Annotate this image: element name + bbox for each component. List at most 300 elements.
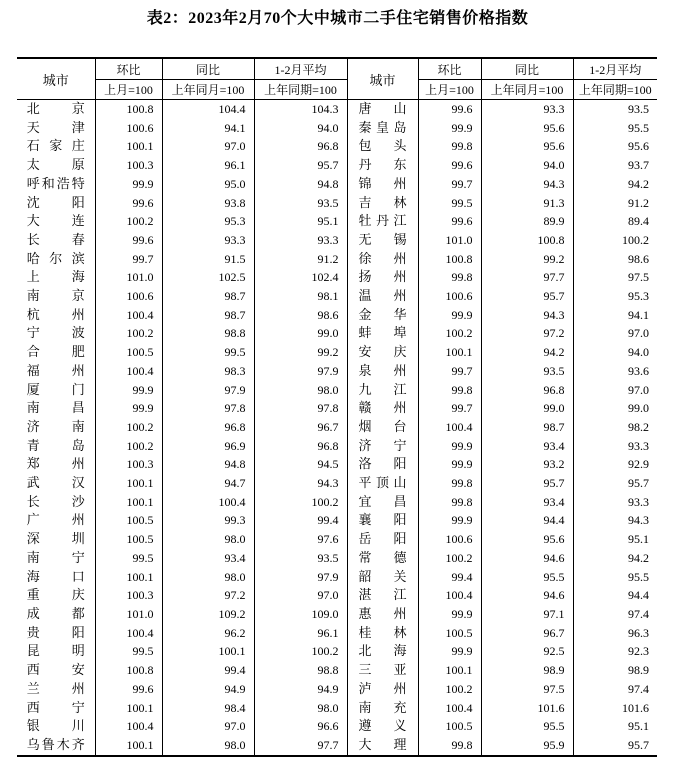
mom-value-left: 100.4 [95, 306, 162, 325]
city-cell-left [17, 605, 95, 624]
subheader-yoy-right: 上年同月=100 [481, 80, 573, 100]
page-title: 表2：2023年2月70个大中城市二手住宅销售价格指数 [146, 10, 529, 27]
table-row [17, 324, 657, 343]
table-row [17, 568, 657, 587]
city-name-left: 南昌 [26, 400, 85, 416]
city-cell-left [17, 343, 95, 362]
city-name-left: 天津 [26, 119, 85, 135]
avg-value-left: 97.6 [254, 530, 347, 549]
avg-value-left: 109.0 [254, 605, 347, 624]
yoy-value-right: 101.6 [481, 699, 573, 718]
city-cell-left [17, 399, 95, 418]
mom-value-left: 99.6 [95, 231, 162, 250]
yoy-value-left: 96.1 [162, 156, 254, 175]
city-name-left: 长沙 [26, 493, 85, 509]
avg-value-left: 93.3 [254, 231, 347, 250]
city-name-left: 哈尔滨 [26, 250, 85, 266]
table-row [17, 399, 657, 418]
avg-value-left: 96.7 [254, 418, 347, 437]
avg-value-left: 99.2 [254, 343, 347, 362]
city-name-left: 西安 [26, 662, 85, 678]
mom-value-left: 100.3 [95, 586, 162, 605]
yoy-value-left: 96.9 [162, 437, 254, 456]
city-cell-right [347, 399, 418, 418]
mom-value-left: 100.2 [95, 324, 162, 343]
table-row [17, 268, 657, 287]
mom-value-right: 100.5 [418, 624, 481, 643]
avg-value-left: 98.0 [254, 699, 347, 718]
table-row [17, 605, 657, 624]
yoy-value-right: 95.7 [481, 474, 573, 493]
city-cell-right [347, 175, 418, 194]
city-cell-right [347, 100, 418, 119]
yoy-value-left: 93.4 [162, 549, 254, 568]
city-cell-right [347, 119, 418, 138]
city-cell-right [347, 343, 418, 362]
city-name-left: 杭州 [26, 306, 85, 322]
avg-value-left: 96.1 [254, 624, 347, 643]
avg-value-left: 94.5 [254, 455, 347, 474]
yoy-value-right: 89.9 [481, 212, 573, 231]
mom-value-right: 99.6 [418, 100, 481, 119]
subheader-avg-left: 上年同期=100 [254, 80, 347, 100]
city-cell-left [17, 455, 95, 474]
city-name-left: 广州 [26, 512, 85, 528]
mom-value-left: 100.2 [95, 212, 162, 231]
city-name-right: 丹东 [358, 157, 407, 173]
city-name-right: 北海 [358, 643, 407, 659]
city-cell-left [17, 418, 95, 437]
mom-value-left: 100.3 [95, 455, 162, 474]
mom-value-right: 99.9 [418, 455, 481, 474]
yoy-value-left: 94.1 [162, 119, 254, 138]
yoy-value-right: 97.5 [481, 680, 573, 699]
avg-value-right: 94.2 [628, 550, 649, 565]
avg-value-left: 96.8 [254, 437, 347, 456]
city-name-right: 泸州 [358, 680, 407, 696]
city-name-left: 呼和浩特 [26, 175, 85, 191]
avg-value-right: 95.7 [628, 737, 649, 752]
table-row [17, 212, 657, 231]
table-row [17, 231, 657, 250]
subheader-avg-right: 上年同期=100 [573, 80, 657, 100]
city-cell-left [17, 137, 95, 156]
table-row [17, 624, 657, 643]
mom-value-left: 100.2 [95, 418, 162, 437]
city-cell-left [17, 175, 95, 194]
city-name-right: 烟台 [358, 418, 407, 434]
avg-value-right: 95.5 [628, 120, 649, 135]
table-row [17, 736, 657, 756]
yoy-value-left: 98.7 [162, 306, 254, 325]
city-name-left: 厦门 [26, 381, 85, 397]
yoy-value-left: 100.4 [162, 493, 254, 512]
yoy-value-right: 93.2 [481, 455, 573, 474]
city-cell-left [17, 568, 95, 587]
city-cell-right [347, 699, 418, 718]
yoy-value-right: 99.2 [481, 250, 573, 269]
city-cell-right [347, 268, 418, 287]
yoy-value-right: 100.8 [481, 231, 573, 250]
city-name-right: 包头 [358, 138, 407, 154]
mom-value-right: 99.9 [418, 642, 481, 661]
city-name-left: 成都 [26, 605, 85, 621]
mom-value-right: 99.4 [418, 568, 481, 587]
avg-value-left: 91.2 [254, 250, 347, 269]
city-cell-right [347, 306, 418, 325]
city-name-left: 兰州 [26, 680, 85, 696]
yoy-value-right: 98.7 [481, 418, 573, 437]
mom-value-right: 100.4 [418, 699, 481, 718]
avg-value-left: 98.1 [254, 287, 347, 306]
city-name-right: 赣州 [358, 400, 407, 416]
header-mom-right: 环比 [418, 58, 481, 80]
mom-value-left: 101.0 [95, 268, 162, 287]
city-cell-right [347, 474, 418, 493]
city-name-left: 乌鲁木齐 [26, 736, 85, 752]
mom-value-right: 100.2 [418, 680, 481, 699]
city-cell-left [17, 736, 95, 756]
mom-value-right: 99.9 [418, 119, 481, 138]
mom-value-right: 101.0 [418, 231, 481, 250]
mom-value-left: 100.5 [95, 511, 162, 530]
yoy-value-left: 98.7 [162, 287, 254, 306]
city-cell-left [17, 268, 95, 287]
yoy-value-right: 95.6 [481, 530, 573, 549]
subheader-mom-right: 上月=100 [418, 80, 481, 100]
avg-value-right: 100.2 [622, 232, 649, 247]
yoy-value-left: 97.2 [162, 586, 254, 605]
yoy-value-right: 95.9 [481, 736, 573, 756]
mom-value-left: 100.5 [95, 343, 162, 362]
city-name-right: 洛阳 [358, 456, 407, 472]
header-city-left: 城市 [17, 58, 95, 100]
table-row [17, 680, 657, 699]
city-cell-right [347, 362, 418, 381]
header-avg-right: 1-2月平均 [573, 58, 657, 80]
city-cell-right [347, 717, 418, 736]
yoy-value-right: 95.6 [481, 119, 573, 138]
city-cell-right [347, 250, 418, 269]
yoy-value-right: 94.3 [481, 175, 573, 194]
avg-value-right: 97.5 [628, 270, 649, 285]
yoy-value-left: 93.3 [162, 231, 254, 250]
avg-value-right: 93.3 [628, 438, 649, 453]
city-name-left: 北京 [26, 101, 85, 116]
yoy-value-right: 94.2 [481, 343, 573, 362]
city-name-left: 南宁 [26, 549, 85, 565]
avg-value-right: 97.4 [628, 606, 649, 621]
yoy-value-left: 104.4 [162, 100, 254, 119]
yoy-value-right: 95.5 [481, 717, 573, 736]
mom-value-left: 100.3 [95, 156, 162, 175]
city-cell-left [17, 437, 95, 456]
city-cell-right [347, 586, 418, 605]
table-row [17, 119, 657, 138]
avg-value-right: 92.9 [628, 457, 649, 472]
city-cell-right [347, 418, 418, 437]
avg-value-right: 94.4 [628, 588, 649, 603]
city-name-right: 平顶山 [358, 475, 407, 491]
city-name-right: 唐山 [358, 101, 407, 116]
yoy-value-left: 109.2 [162, 605, 254, 624]
city-cell-right [347, 642, 418, 661]
mom-value-right: 99.8 [418, 137, 481, 156]
avg-value-right: 95.3 [628, 289, 649, 304]
avg-value-left: 93.5 [254, 549, 347, 568]
avg-value-right: 95.7 [628, 476, 649, 491]
city-name-right: 岳阳 [358, 531, 407, 547]
city-cell-right [347, 568, 418, 587]
mom-value-right: 99.7 [418, 362, 481, 381]
yoy-value-right: 94.0 [481, 156, 573, 175]
yoy-value-left: 99.4 [162, 661, 254, 680]
mom-value-right: 100.2 [418, 549, 481, 568]
avg-value-left: 97.9 [254, 362, 347, 381]
yoy-value-left: 99.5 [162, 343, 254, 362]
header-row-sub [17, 80, 657, 100]
yoy-value-left: 97.0 [162, 137, 254, 156]
table-row [17, 437, 657, 456]
table-row [17, 530, 657, 549]
avg-value-right: 97.4 [628, 681, 649, 696]
city-name-left: 太原 [26, 157, 85, 173]
avg-value-left: 94.3 [254, 474, 347, 493]
avg-value-left: 100.2 [254, 642, 347, 661]
header-yoy-right: 同比 [481, 58, 573, 80]
table-row [17, 493, 657, 512]
avg-value-left: 97.7 [254, 736, 347, 756]
city-name-left: 上海 [26, 269, 85, 285]
subheader-yoy-left: 上年同月=100 [162, 80, 254, 100]
yoy-value-left: 98.0 [162, 736, 254, 756]
mom-value-left: 100.4 [95, 717, 162, 736]
city-name-right: 牡丹江 [358, 213, 407, 229]
yoy-value-left: 94.7 [162, 474, 254, 493]
avg-value-right: 98.9 [628, 663, 649, 678]
mom-value-left: 100.1 [95, 474, 162, 493]
yoy-value-left: 94.9 [162, 680, 254, 699]
city-cell-right [347, 324, 418, 343]
city-name-right: 湛江 [358, 587, 407, 603]
table-row [17, 511, 657, 530]
city-cell-left [17, 717, 95, 736]
table-row [17, 699, 657, 718]
city-name-left: 济南 [26, 418, 85, 434]
city-name-right: 三亚 [358, 662, 407, 678]
mom-value-left: 99.5 [95, 642, 162, 661]
yoy-value-right: 98.9 [481, 661, 573, 680]
table-row [17, 137, 657, 156]
city-name-right: 大理 [358, 736, 407, 752]
mom-value-left: 100.2 [95, 437, 162, 456]
yoy-value-right: 93.4 [481, 493, 573, 512]
city-name-left: 武汉 [26, 475, 85, 491]
avg-value-right: 98.2 [628, 419, 649, 434]
table-row [17, 474, 657, 493]
mom-value-right: 100.6 [418, 287, 481, 306]
mom-value-right: 100.6 [418, 530, 481, 549]
city-cell-left [17, 306, 95, 325]
avg-value-right: 95.5 [628, 569, 649, 584]
mom-value-right: 99.9 [418, 605, 481, 624]
city-cell-right [347, 231, 418, 250]
city-cell-left [17, 194, 95, 213]
city-name-right: 韶关 [358, 568, 407, 584]
yoy-value-right: 96.7 [481, 624, 573, 643]
city-cell-left [17, 381, 95, 400]
mom-value-left: 100.1 [95, 699, 162, 718]
table-row [17, 175, 657, 194]
city-cell-right [347, 137, 418, 156]
mom-value-left: 99.9 [95, 175, 162, 194]
mom-value-right: 99.6 [418, 156, 481, 175]
avg-value-left: 98.6 [254, 306, 347, 325]
city-name-left: 南京 [26, 288, 85, 304]
avg-value-left: 104.3 [254, 100, 347, 119]
city-cell-left [17, 493, 95, 512]
yoy-value-right: 95.7 [481, 287, 573, 306]
city-name-left: 石家庄 [26, 138, 85, 154]
avg-value-left: 94.0 [254, 119, 347, 138]
table-row [17, 362, 657, 381]
avg-value-left: 96.8 [254, 137, 347, 156]
mom-value-left: 99.9 [95, 381, 162, 400]
avg-value-right: 93.5 [628, 102, 649, 116]
city-cell-left [17, 362, 95, 381]
header-city-right: 城市 [347, 58, 418, 100]
city-cell-right [347, 624, 418, 643]
city-cell-left [17, 156, 95, 175]
city-name-left: 海口 [26, 568, 85, 584]
city-cell-right [347, 736, 418, 756]
city-cell-left [17, 212, 95, 231]
table-row [17, 194, 657, 213]
city-cell-right [347, 530, 418, 549]
avg-value-left: 93.5 [254, 194, 347, 213]
header-row-top [17, 58, 657, 80]
avg-value-right: 93.7 [628, 158, 649, 173]
table-row [17, 343, 657, 362]
city-name-right: 济宁 [358, 437, 407, 453]
city-cell-left [17, 624, 95, 643]
city-name-left: 宁波 [26, 325, 85, 341]
avg-value-left: 98.8 [254, 661, 347, 680]
city-name-right: 锦州 [358, 175, 407, 191]
city-cell-left [17, 680, 95, 699]
yoy-value-left: 95.3 [162, 212, 254, 231]
mom-value-left: 100.8 [95, 100, 162, 119]
avg-value-right: 95.1 [628, 719, 649, 734]
city-name-left: 长春 [26, 231, 85, 247]
yoy-value-left: 99.3 [162, 511, 254, 530]
city-name-right: 秦皇岛 [358, 119, 407, 135]
mom-value-right: 100.1 [418, 661, 481, 680]
city-cell-right [347, 437, 418, 456]
header-mom-left: 环比 [95, 58, 162, 80]
avg-value-right: 89.4 [628, 214, 649, 229]
city-cell-left [17, 699, 95, 718]
city-name-right: 遵义 [358, 718, 407, 734]
avg-value-left: 97.9 [254, 568, 347, 587]
city-name-right: 桂林 [358, 624, 407, 640]
mom-value-left: 100.6 [95, 119, 162, 138]
yoy-value-right: 97.1 [481, 605, 573, 624]
city-name-right: 惠州 [358, 605, 407, 621]
mom-value-right: 99.8 [418, 268, 481, 287]
mom-value-left: 100.1 [95, 736, 162, 756]
table-row [17, 455, 657, 474]
city-name-left: 银川 [26, 718, 85, 734]
yoy-value-right: 93.5 [481, 362, 573, 381]
header-yoy-left: 同比 [162, 58, 254, 80]
city-name-right: 常德 [358, 549, 407, 565]
city-name-right: 襄阳 [358, 512, 407, 528]
mom-value-right: 99.9 [418, 437, 481, 456]
mom-value-left: 100.1 [95, 568, 162, 587]
city-name-left: 郑州 [26, 456, 85, 472]
table-row [17, 100, 657, 119]
city-cell-right [347, 194, 418, 213]
yoy-value-left: 98.4 [162, 699, 254, 718]
avg-value-left: 100.2 [254, 493, 347, 512]
avg-value-left: 98.0 [254, 381, 347, 400]
city-name-left: 大连 [26, 213, 85, 229]
table-body [17, 100, 657, 756]
table-row [17, 156, 657, 175]
mom-value-right: 100.1 [418, 343, 481, 362]
mom-value-left: 100.5 [95, 530, 162, 549]
table-row [17, 642, 657, 661]
city-name-right: 扬州 [358, 269, 407, 285]
yoy-value-right: 93.4 [481, 437, 573, 456]
city-cell-left [17, 474, 95, 493]
yoy-value-left: 102.5 [162, 268, 254, 287]
mom-value-right: 100.2 [418, 324, 481, 343]
mom-value-right: 99.8 [418, 493, 481, 512]
mom-value-right: 99.8 [418, 736, 481, 756]
header-avg-left: 1-2月平均 [254, 58, 347, 80]
yoy-value-left: 96.2 [162, 624, 254, 643]
city-name-right: 安庆 [358, 344, 407, 360]
yoy-value-right: 94.3 [481, 306, 573, 325]
yoy-value-left: 91.5 [162, 250, 254, 269]
table-row [17, 549, 657, 568]
yoy-value-right: 94.6 [481, 549, 573, 568]
city-cell-right [347, 381, 418, 400]
city-name-right: 徐州 [358, 250, 407, 266]
city-name-right: 九江 [358, 381, 407, 397]
yoy-value-right: 97.7 [481, 268, 573, 287]
yoy-value-right: 97.2 [481, 324, 573, 343]
mom-value-left: 100.4 [95, 624, 162, 643]
yoy-value-right: 94.6 [481, 586, 573, 605]
city-cell-left [17, 511, 95, 530]
mom-value-left: 100.1 [95, 493, 162, 512]
city-cell-left [17, 250, 95, 269]
yoy-value-right: 99.0 [481, 399, 573, 418]
mom-value-right: 99.9 [418, 306, 481, 325]
avg-value-left: 96.6 [254, 717, 347, 736]
table-header [17, 58, 657, 100]
table-row [17, 287, 657, 306]
city-name-right: 蚌埠 [358, 325, 407, 341]
mom-value-left: 100.4 [95, 362, 162, 381]
yoy-value-left: 97.8 [162, 399, 254, 418]
city-name-right: 泉州 [358, 362, 407, 378]
city-cell-right [347, 511, 418, 530]
avg-value-left: 95.1 [254, 212, 347, 231]
